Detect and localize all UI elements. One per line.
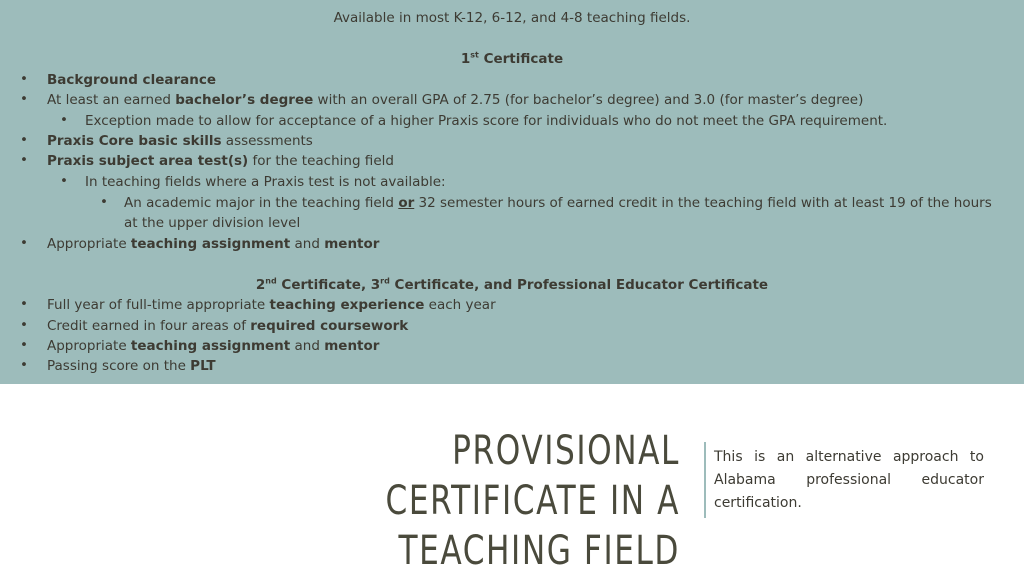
bullet-icon: • [60, 173, 68, 189]
bullet-icon: • [20, 91, 28, 107]
later-certificates-heading: 2nd Certificate, 3rd Certificate, and Professional Educator Certificate [255, 276, 769, 293]
intro-text: Available in most K-12, 6-12, and 4-8 teaching fields. [333, 10, 691, 26]
bullet-icon: • [20, 317, 28, 333]
req-academic-major-cont: at the upper division level [124, 215, 301, 231]
req-academic-major: An academic major in the teaching field or 32 semester hours of earned credit in the teaching field with at least 19 of the hours [124, 195, 992, 211]
bullet-icon: • [20, 357, 28, 373]
slide-subtitle: This is an alternative approach to Alabama professional educator certification. [714, 449, 984, 511]
title-line-2: TEACHING FIELD [398, 528, 680, 574]
bullet-icon: • [20, 71, 28, 87]
req-gpa-exception: Exception made to allow for acceptance of a higher Praxis score for individuals who do not meet the GPA requirement. [85, 113, 888, 129]
bullet-icon: • [20, 235, 28, 251]
req-degree: At least an earned bachelor’s degree with an overall GPA of 2.75 (for bachelor’s degree) and 3.0 (for master’s degree) [47, 92, 864, 108]
req-praxis-subject: Praxis subject area test(s) for the teaching field [47, 153, 394, 169]
bullet-icon: • [20, 132, 28, 148]
req-assignment-mentor: Appropriate teaching assignment and mentor [47, 236, 380, 252]
bullet-icon: • [20, 296, 28, 312]
title-divider [704, 442, 706, 518]
req-assignment-mentor-2: Appropriate teaching assignment and mentor [47, 338, 380, 354]
slide-title [243, 426, 680, 576]
req-coursework: Credit earned in four areas of required coursework [47, 318, 409, 334]
req-background: Background clearance [47, 72, 216, 88]
bullet-icon: • [20, 152, 28, 168]
bullet-icon: • [100, 194, 108, 210]
req-plt: Passing score on the PLT [47, 358, 216, 374]
bullet-icon: • [20, 337, 28, 353]
req-praxis-core: Praxis Core basic skills assessments [47, 133, 313, 149]
first-certificate-heading: 1st Certificate [460, 50, 564, 67]
bullet-icon: • [60, 112, 68, 128]
req-praxis-unavailable: In teaching fields where a Praxis test is not available: [85, 174, 446, 190]
title-line-1: PROVISIONAL CERTIFICATE IN A [385, 428, 680, 524]
req-teaching-experience: Full year of full-time appropriate teaching experience each year [47, 297, 496, 313]
